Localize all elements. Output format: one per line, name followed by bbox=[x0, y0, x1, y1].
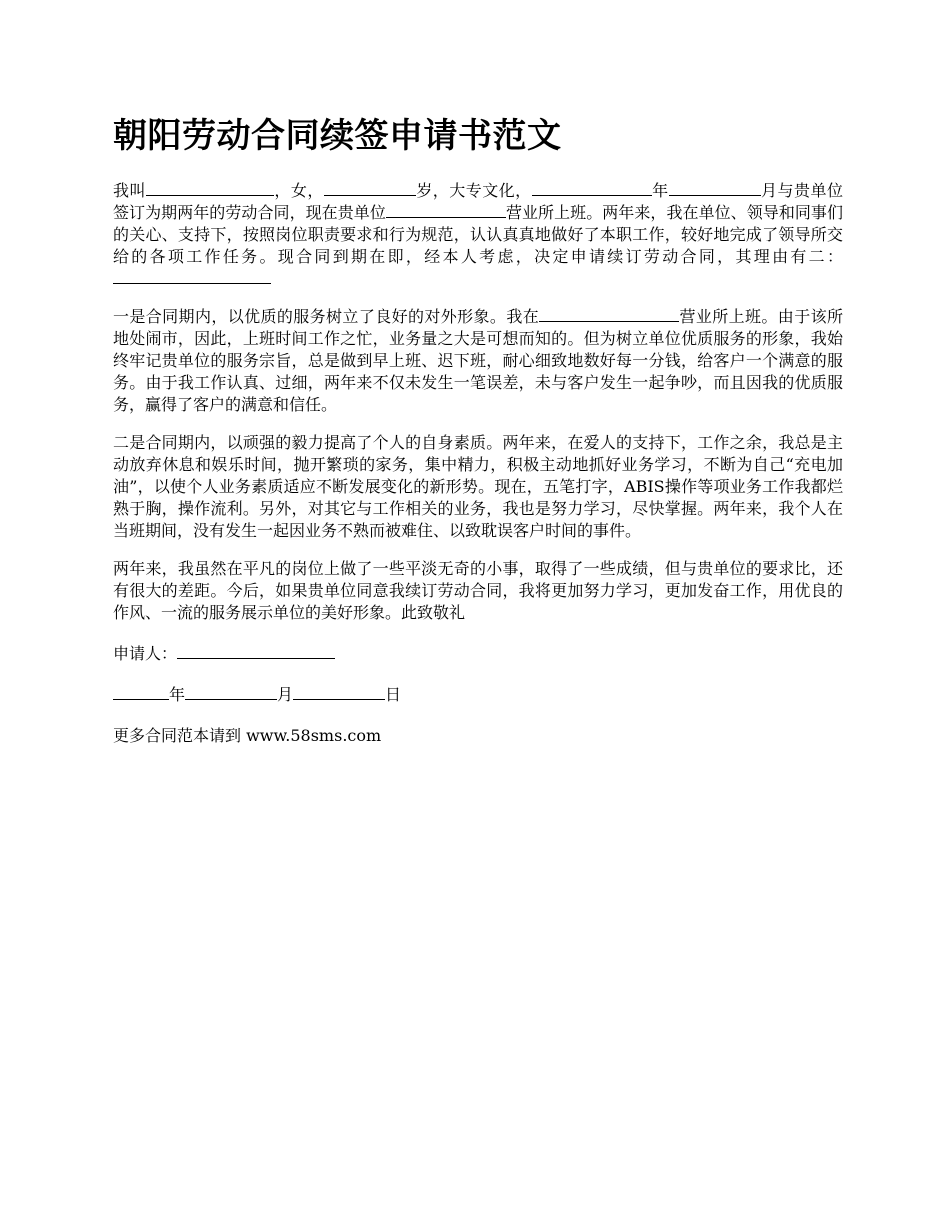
paragraph-reason-two: 二是合同期内，以顽强的毅力提高了个人的自身素质。两年来，在爱人的支持下，工作之余，我总是主动放弃休息和娱乐时间，抛开繁琐的家务，集中精力，积极主动地抓好业务学习，不断为自己“充电加油”，以使个人业务素质适应不断发展变化的新形势。现在，五笔打字，ABIS操作等项业务工作我都烂熟于胸，操作流利。另外，对其它与工作相关的业务，我也是努力学习，尽快掌握。两年来，我个人在当班期间，没有发生一起因业务不熟而被难住、以致耽误客户时间的事件。 bbox=[113, 433, 843, 540]
intro-text-2: ，女， bbox=[273, 181, 324, 200]
document-title: 朝阳劳动合同续签申请书范文 bbox=[113, 116, 562, 156]
branch-blank bbox=[539, 306, 679, 322]
paragraph-conclusion: 两年来，我虽然在平凡的岗位上做了一些平淡无奇的小事，取得了一些成绩，但与贵单位的要求比，还有很大的差距。今后，如果贵单位同意我续订劳动合同，我将更加努力学习，更加发奋工作，用优良的作风、一流的服务展示单位的美好形象。此致敬礼 bbox=[113, 559, 843, 622]
applicant-label: 申请人： bbox=[113, 644, 178, 663]
paragraph-reason-one bbox=[113, 306, 843, 416]
date-day-label: 日 bbox=[385, 685, 402, 704]
reason-blank bbox=[113, 268, 271, 284]
reason-one-text-2: 营业所上班。由于该所地处闹市，因此，上班时间工作之忙，业务量之大是可想而知的。但为树立单位优质服务的形象，我始终牢记贵单位的服务宗旨，总是做到早上班、迟下班，耐心细致地数好每一分钱，给客户一个满意的服务。由于我工作认真、过细，两年来不仅未发生一笔误差，未与客户发生一起争吵，而且因我的优质服务，赢得了客户的满意和信任。 bbox=[113, 307, 843, 414]
date-month-blank bbox=[185, 684, 277, 700]
applicant-blank bbox=[177, 643, 335, 659]
month-blank bbox=[669, 180, 761, 196]
date-year-blank bbox=[113, 684, 169, 700]
intro-text-4: 年 bbox=[651, 181, 669, 200]
year-blank bbox=[532, 180, 652, 196]
date-year-label: 年 bbox=[169, 685, 186, 704]
reason-one-text-1: 一是合同期内，以优质的服务树立了良好的对外形象。我在 bbox=[113, 307, 540, 326]
footer-note: 更多合同范本请到 www.58sms.com bbox=[113, 726, 382, 745]
intro-text-1: 我叫 bbox=[113, 181, 146, 200]
applicant-line bbox=[113, 643, 843, 665]
date-day-blank bbox=[293, 684, 385, 700]
intro-text-6: 营业所上班。两年来，我在单位、领导和同事们的关心、支持下，按照岗位职责要求和行为规范，认认真真地做好了本职工作，较好地完成了领导所交给的各项工作任务。现合同到期在即，经本人考虑，决定申请续订劳动合同，其理由有二： bbox=[113, 203, 843, 266]
date-month-label: 月 bbox=[277, 685, 294, 704]
intro-text-5: 月与贵单位签订为期两年的劳动合同，现在贵单位 bbox=[113, 181, 843, 222]
age-blank bbox=[324, 180, 416, 196]
name-blank bbox=[146, 180, 274, 196]
paragraph-intro bbox=[113, 180, 843, 290]
intro-text-3: 岁，大专文化， bbox=[415, 181, 532, 200]
document-body bbox=[113, 180, 843, 766]
office-blank bbox=[386, 202, 506, 218]
date-line bbox=[113, 684, 843, 706]
